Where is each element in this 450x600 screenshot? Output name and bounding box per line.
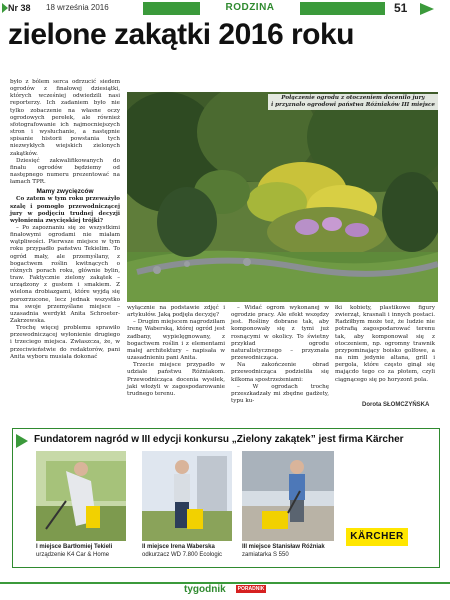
paragraph: łki kobiety, plastikowe figury zwierząt, krasnali i innych postaci. Radziłbym może też, że ludzie nie potrafią zagospodarować terenu tak, aby komponował się z otoczeniem, np. ogromny trawnik przypominający boisko golfowe, a na nim jedynie altana, grill i pergola, które często ginął się mającdo tego co za płotem, czyli ciągnącego się po horyzont pola. <box>335 305 435 383</box>
paragraph: – W ogrodach trochę przeszkadzały mi zbędne gadżety, typu ku- <box>231 383 329 405</box>
article-column-3 <box>231 305 329 405</box>
page-title: zielone zakątki 2016 roku <box>8 18 355 51</box>
winner-photo-3 <box>242 451 334 541</box>
article-column-1 <box>10 79 120 361</box>
paragraph: – Widać ogrom wykonanej w ogrodzie pracy. Ale efekt wszędzy jest. Rośliny dobrane tak, aby komponowały się z tymi już rosnącymi w okolicy. To świetny przykład ogrodu naturalistycznego – przyznała przewodnicząca. <box>231 305 329 362</box>
winner-prize: zamiatarka S 550 <box>242 551 289 558</box>
issue-date: 18 września 2016 <box>46 3 109 12</box>
section-label: RODZINA <box>200 2 300 16</box>
sponsor-title: Fundatorem nagród w III edycji konkursu „Zielony zakątek” jest firma Kärcher <box>34 434 404 445</box>
paragraph: wyłącznie na podstawie zdjęć i artykułów. Jaką podjęła decyzję? <box>127 305 225 319</box>
page-number: 51 <box>394 1 408 15</box>
karcher-logo <box>346 528 408 546</box>
paragraph: – Po zapoznaniu się ze wszystkimi finałowymi ogrodami nie miałam wątpliwości. Pierwsze miejsce w tym roku przypadło państwu Tekielim. To ogród mały, ale przemyślany, z bogactwem roślin kwitnących o różnych porach roku, głównie bylin, traw. Faktycznie zielony zakątek – urządzony z gustem i smakiem. Z wielona drobiazgami, które wyjdą się porozrzucone, lecz jednak wszystko ma swoje przemyślane miejsce – uzasadnia werdykt Anita Schroeter-Zakrzewska. <box>10 224 120 324</box>
article-column-4 <box>335 305 435 384</box>
photo-caption <box>268 94 438 110</box>
pressure-washer-illustration <box>36 451 126 541</box>
winner-prize: urządzenie K4 Car & Home <box>36 551 110 558</box>
paragraph: Dziesięć zakwalifikowanych do finału ogrodów będziemy od następnego numeru prezentować na łamach TPR. <box>10 157 120 186</box>
winner-photo-2 <box>142 451 232 541</box>
winner-place: III miejsce Stanisław Różniak <box>242 544 325 550</box>
photo-caption-line: i przyznało ogrodowi państwa Różniaków III miejsce <box>271 102 435 108</box>
arrow-right-icon <box>16 434 28 448</box>
paragraph: Trochę więcej problemu sprawiło przewodniczącej wyłonienie drugiego i trzeciego miejsca. Zwłaszcza, że, w przeciwieństwie do redaktorów, pani Anita wyboru musiała dokonać <box>10 325 120 360</box>
paragraph: Na zakończenie obrad przewodnicząca podzieliła się kilkoma spostrzeżeniami: <box>231 362 329 383</box>
page-arrow-icon <box>420 3 434 15</box>
subheading: Mamy zwycięzców <box>36 188 94 196</box>
paragraph: było z bólem serca odrzucić siedem ogrodów z finałowej dziesiątki, których wcześniej odwiedzili nasi reporterzy. Ich zadaniem było nie tylko zobaczenie na własne oczy ogrodowych perełek, ale również sfotografowanie ich najmocniejszych stron i wysłuchanie, a następnie spisanie historii powstania tych niezwykłych wiejskich zielonych zakątków. <box>10 79 120 157</box>
author-byline: Dorota SŁOMCZYŃSKA <box>362 402 430 408</box>
winner-place: I miejsce Bartłomiej Tekieli <box>36 544 113 550</box>
brand-name: KÄRCHER <box>350 531 404 542</box>
paragraph: Co zatem w tym roku przeważyło szalę i pomogło przewodniczącej jury w podjęciu trudnej decyzji wyłonienia zwycięskiej trójki? <box>10 196 120 224</box>
garden-photo <box>127 92 438 302</box>
article-column-2 <box>127 305 225 398</box>
winner-place: II miejsce Irena Waberska <box>142 544 215 550</box>
winner-caption-3 <box>242 544 352 559</box>
garden-illustration <box>127 92 438 302</box>
footer-logo: tygodnik <box>184 584 226 595</box>
vacuum-cleaner-illustration <box>142 451 232 541</box>
winner-photo-1 <box>36 451 126 541</box>
winner-caption-1 <box>36 544 136 559</box>
paragraph: Trzecie miejsce przypadło w udziale państwu Różniakom. Przewodnicząca docenia wysiłek, jaki włożyli w zagospodarowanie trudnego terenu. <box>127 362 225 397</box>
paragraph: – Drugim miejscem nagrodziłam Irenę Waberską, której ogród jest zadbany, wypielęgnowany, z bogactwem roślin i z elementami małej architektury – napisała w uzasadnieniu pani Anita. <box>127 319 225 362</box>
winner-caption-2 <box>142 544 242 559</box>
sweeper-illustration <box>242 451 334 541</box>
issue-number: Nr 38 <box>8 3 31 13</box>
footer-badge: PORADNIK <box>237 586 265 592</box>
photo-caption-line: Połączenie ogrodu z otoczeniem docenilo jury <box>281 95 425 101</box>
winner-prize: odkurzacz WD 7.800 Ecologic <box>142 551 223 558</box>
